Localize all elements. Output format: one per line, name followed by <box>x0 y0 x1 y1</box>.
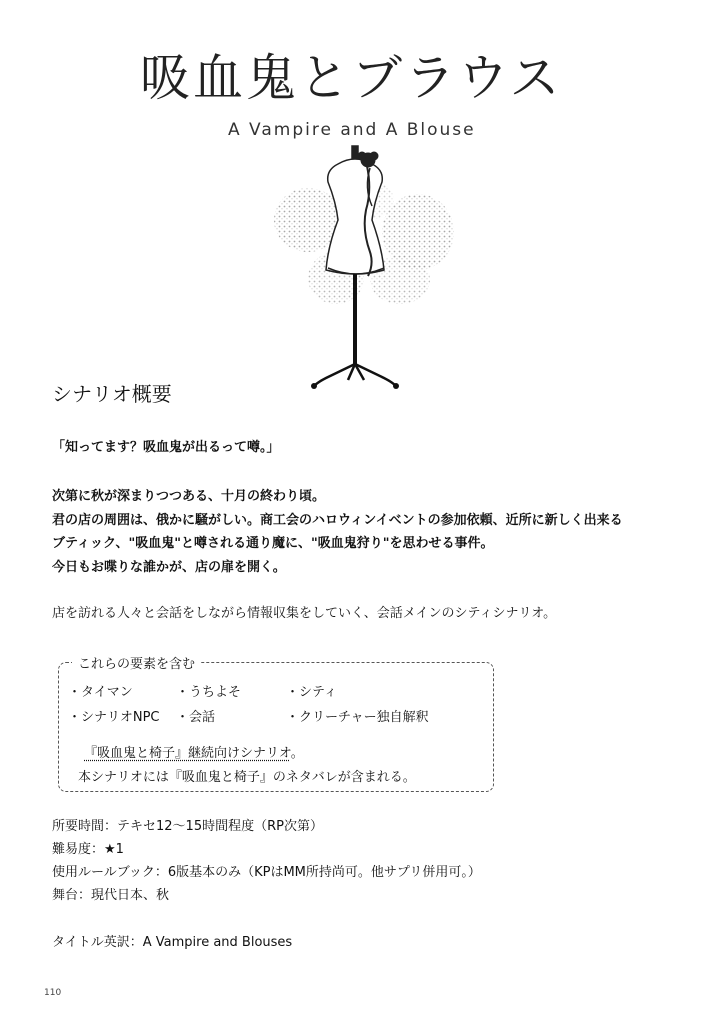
scenario-info <box>52 815 481 907</box>
scenario-summary: 店を訪れる人々と会話をしながら情報収集をしていく、会話メインのシティシナリオ。 <box>52 606 557 621</box>
spoiler-note: 本シナリオには『吸血鬼と椅子』のネタバレが含まれる。 <box>78 770 416 785</box>
intro-line: 今日もお喋りな誰かが、店の扉を開く。 <box>52 559 286 575</box>
intro-line: 君の店の周囲は、俄かに騒がしい。商工会のハロウィンイベントの参加依頼、近所に新しく出来る <box>52 512 623 528</box>
intro-quote: 「知ってます？吸血鬼が出るって噂。」 <box>52 440 280 455</box>
intro-line: ブティック、"吸血鬼"と噂される通り魔に、"吸血鬼狩り"を思わせる事件。 <box>52 536 494 551</box>
info-line: 使用ルールブック：6版基本のみ（KPはMM所持尚可。他サプリ併用可。） <box>52 865 481 880</box>
page-number: 110 <box>44 988 62 998</box>
element-item: ・うちよそ <box>176 685 242 700</box>
info-line: 舞台：現代日本、秋 <box>52 888 170 903</box>
english-title-line: タイトル英訳：A Vampire and Blouses <box>52 935 293 950</box>
element-item: ・タイマン <box>68 685 133 700</box>
continuation-note-tail: 。 <box>290 746 304 761</box>
element-item: ・会話 <box>176 710 216 725</box>
element-item: ・クリーチャー独自解釈 <box>286 710 429 725</box>
element-item: ・シナリオNPC <box>68 710 160 725</box>
intro-paragraph <box>52 485 623 579</box>
title-english: A Vampire and A Blouse <box>228 120 476 140</box>
dress-form-illustration <box>268 140 468 392</box>
title-japanese: 吸血鬼とブラウス <box>140 49 563 107</box>
info-line: 難易度：★1 <box>52 842 124 857</box>
continuation-note-title: 『吸血鬼と椅子』継続向けシナリオ <box>84 746 291 761</box>
element-item: ・シティ <box>286 685 337 700</box>
intro-line: 次第に秋が深まりつつある、十月の終わり頃。 <box>52 489 326 504</box>
info-line: 所要時間：テキセ12〜15時間程度（RP次第） <box>52 819 323 834</box>
section-heading: シナリオ概要 <box>52 382 172 406</box>
continuation-note <box>84 742 304 761</box>
elements-box-label: これらの要素を含む <box>72 653 201 672</box>
